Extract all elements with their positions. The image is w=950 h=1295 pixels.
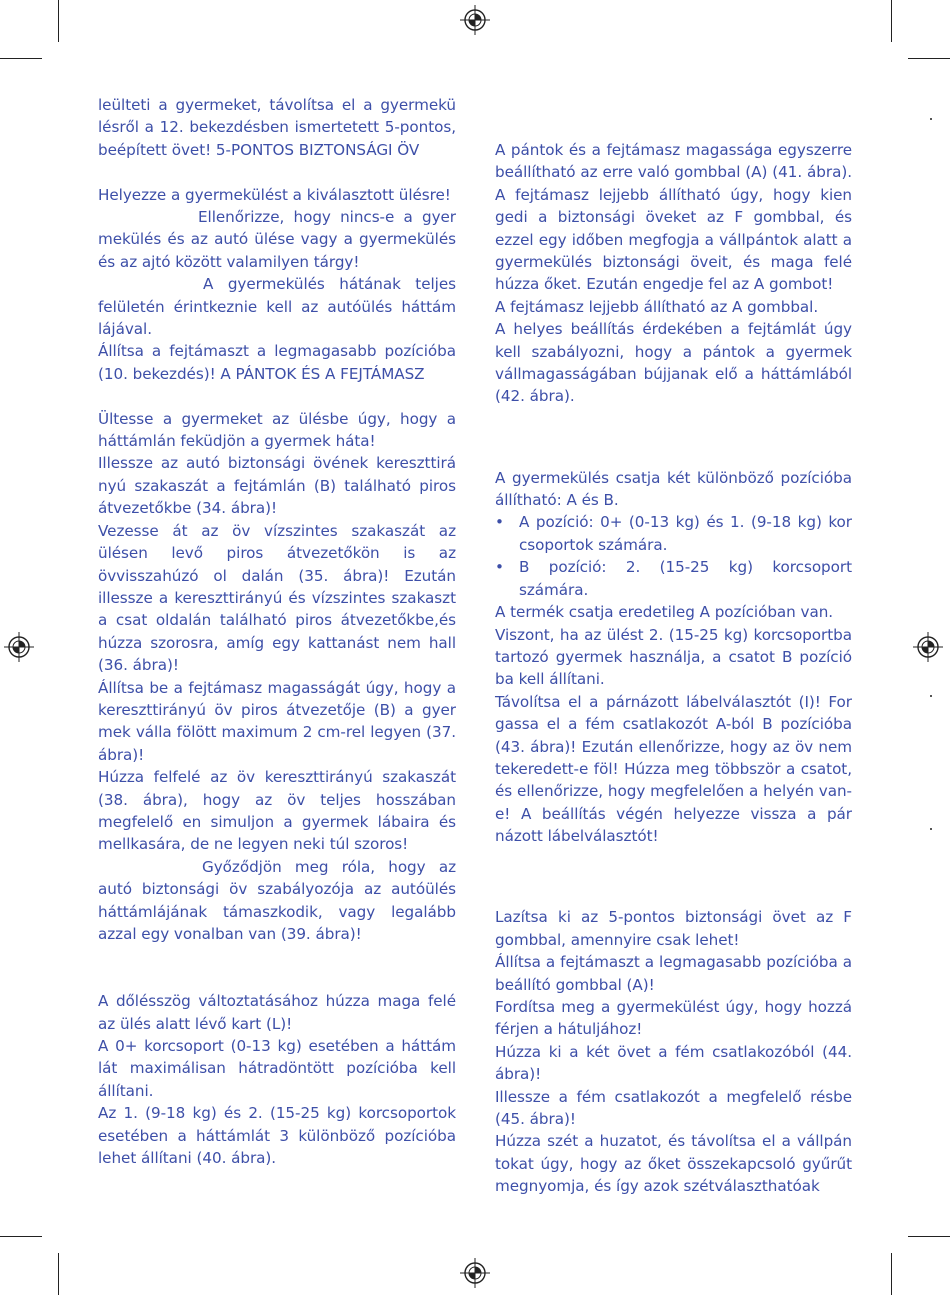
paragraph: Vezesse át az öv vízszintes szakaszát az ülésen levő piros átvezetőkön is az övvisszahúzó ol dalán (35. ábra)! Ezután illessze a kereszttirányú és vízszintes szakaszt a csat oldalán található piros átvezetőkbe,és húzza szorosra, amíg egy kattanást nem hall (36. ábra)! — [98, 521, 456, 675]
list-item-text: A pozíció: 0+ (0-13 kg) és 1. (9-18 kg) kor csoportok számára. — [519, 513, 852, 554]
paragraph: Viszont, ha az ülést 2. (15-25 kg) korcsoportba tartozó gyermek használja, a csatot B pozíció ba kell állítani. — [495, 625, 852, 689]
edge-dot — [930, 828, 932, 830]
right-column — [495, 139, 852, 1198]
paragraph: Illessze a fém csatlakozót a megfelelő résbe (45. ábra)! — [495, 1087, 852, 1129]
bullet-symbol: • — [495, 513, 504, 532]
paragraph: Állítsa a fejtámaszt a legmagasabb pozícióba a beállító gombbal (A)! — [495, 953, 852, 994]
paragraph: Húzza felfelé az öv kereszttirányú szakaszát (38. ábra), hogy az öv teljes hosszában megfelelő en simuljon a gyermek lábaira és mellkasára, de ne legyen neki túl szoros! — [98, 768, 456, 854]
paragraph: A gyermekülés hátának teljes felületén érintkeznie kell az autóülés háttám lájával. — [98, 275, 456, 339]
list-item — [495, 556, 852, 601]
paragraph: A gyermekülés csatja két különböző pozícióba állítható: A és B. — [495, 468, 852, 510]
edge-dot — [930, 118, 932, 120]
bullet-symbol: • — [495, 558, 504, 577]
paragraph: leülteti a gyermeket, távolítsa el a gyermekü lésről a 12. bekezdésben ismertetett 5-pontos, beépített övet! 5-PONTOS BIZTONSÁGI ÖV — [98, 96, 456, 159]
paragraph: A fejtámasz lejjebb állítható az A gombbal. — [495, 297, 819, 316]
edge-dot — [930, 695, 932, 697]
paragraph: Húzza szét a huzatot, és távolítsa el a vállpán tokat úgy, hogy az őket összekapcsoló gyűrűt megnyomja, és így azok szétválaszthatóak — [495, 1132, 852, 1196]
paragraph: Ellenőrizze, hogy nincs-e a gyer mekülés és az autó ülése vagy a gyermekülés és az ajtó között valamilyen tárgy! — [98, 208, 456, 271]
registration-mark-left-icon — [4, 632, 34, 662]
list-item-text: B pozíció: 2. (15-25 kg) korcsoport számára. — [519, 558, 852, 599]
paragraph: Illessze az autó biztonsági övének kereszttirá nyú szakaszát a fejtámlán (B) található piros átvezetőkbe (34. ábra)! — [98, 454, 456, 518]
paragraph: A dőlésszög változtatásához húzza maga felé az ülés alatt lévő kart (L)! — [98, 992, 456, 1033]
paragraph: A helyes beállítás érdekében a fejtámlát úgy kell szabályozni, hogy a pántok a gyermek vállmagasságában bújjanak elő a háttámlából (42. ábra). — [495, 320, 852, 406]
paragraph: Állítsa be a fejtámasz magasságát úgy, hogy a kereszttirányú öv piros átvezetője (B) a gyer mek válla fölött maximum 2 cm-rel legyen (37. ábra)! — [98, 678, 456, 764]
crop-mark-bottom-right-v — [891, 1253, 892, 1295]
paragraph: Az 1. (9-18 kg) és 2. (15-25 kg) korcsoportok esetében a háttámlát 3 különböző pozícióba lehet állítani (40. ábra). — [98, 1104, 456, 1168]
left-column — [98, 94, 456, 1169]
crop-mark-bottom-left-h — [0, 1236, 42, 1237]
paragraph: Helyezze a gyermekülést a kiválasztott ülésre! — [98, 185, 451, 204]
list-item — [495, 511, 852, 556]
crop-mark-top-left-h — [0, 58, 42, 59]
paragraph: Lazítsa ki az 5-pontos biztonsági övet az F gombbal, amennyire csak lehet! — [495, 908, 852, 949]
paragraph: Húzza ki a két övet a fém csatlakozóból (44. ábra)! — [495, 1042, 852, 1084]
paragraph: Győződjön meg róla, hogy az autó biztonsági öv szabályozója az autóülés háttámlájának támaszkodik, vagy legalább azzal egy vonalban van (39. ábra)! — [98, 857, 456, 943]
paragraph: Állítsa a fejtámaszt a legmagasabb pozícióba (10. bekezdés)! A PÁNTOK ÉS A FEJTÁMASZ — [98, 342, 456, 383]
paragraph: Távolítsa el a párnázott lábelválasztót (I)! For gassa el a fém csatlakozót A-ból B pozícióba (43. ábra)! Ezután ellenőrizze, hogy az öv nem tekeredett-e föl! Húzza meg többször a csatot, és ellenőrizze, hogy megfelelően a helyén van-e! A beállítás végén helyezze vissza a pár názott lábelválasztót! — [495, 692, 852, 846]
crop-mark-bottom-left-v — [58, 1253, 59, 1295]
registration-mark-top-icon — [460, 5, 490, 35]
crop-mark-top-right-v — [891, 0, 892, 42]
crop-mark-top-right-h — [908, 58, 950, 59]
paragraph: A termék csatja eredetileg A pozícióban van. — [495, 603, 834, 622]
crop-mark-bottom-right-h — [908, 1236, 950, 1237]
paragraph: A pántok és a fejtámasz magassága egyszerre beállítható az erre való gombbal (A) (41. ábra). A fejtámasz lejjebb állítható úgy, hogy kien gedi a biztonsági öveket az F gombbal, és ezzel egy időben megfogja a vállpántok alatt a gyermekülés biztonsági öveit, és maga felé húzza őket. Ezután engedje fel az A gombot! — [495, 141, 852, 294]
registration-mark-right-icon — [913, 632, 943, 662]
crop-mark-top-left-v — [58, 0, 59, 42]
registration-mark-bottom-icon — [460, 1258, 490, 1288]
paragraph: A 0+ korcsoport (0-13 kg) esetében a háttám lát maximálisan hátradöntött pozícióba kell állítani. — [98, 1037, 456, 1100]
paragraph: Ültesse a gyermeket az ülésbe úgy, hogy a háttámlán feküdjön a gyermek háta! — [98, 409, 456, 451]
paragraph: Fordítsa meg a gyermekülést úgy, hogy hozzá férjen a hátuljához! — [495, 998, 852, 1039]
